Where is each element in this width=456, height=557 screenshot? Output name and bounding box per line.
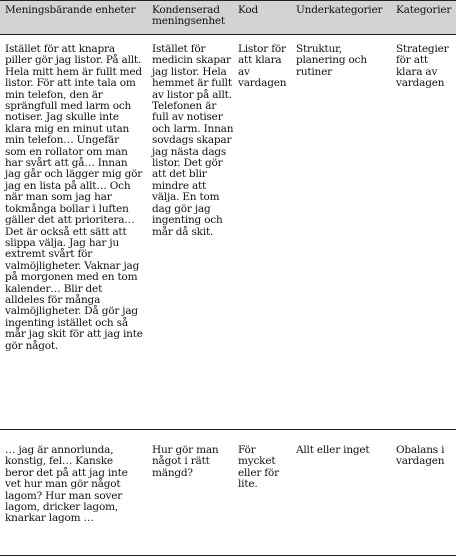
row1-underkategori: Struktur, planering och rutiner bbox=[296, 43, 367, 78]
header-kondenserad: Kondenserad meningsenhet bbox=[152, 4, 225, 28]
row-divider bbox=[0, 429, 456, 430]
row2-underkategori: Allt eller inget bbox=[296, 444, 370, 456]
row1-meningsbarande: Istället för att knapra piller gör jag listor. På allt. Hela mitt hem är fullt med listor. För att inte tala om min telefon, den är sprängfull med larm och notiser. Jag skulle inte klara mig en minut utan min telefon… Ungefär som en rollator om man har svårt att gå… Innan jag går och lägger mig gör jag en lista på allt… Och när man som jag har tokmånga bollar i luften gäller det att prioritera… Det är också ett sätt att slippa välja. Jag har ju extremt svårt för valmöjligheter. Vaknar jag på morgonen med en tom kalender… Blir det alldeles för många valmöjligheter. Då gör jag ingenting istället och så mår jag skit för att jag inte gör något. bbox=[5, 43, 143, 352]
row1-kategori: Strategier för att klara av vardagen bbox=[396, 43, 449, 90]
header-underkategorier: Underkategorier bbox=[296, 4, 383, 16]
table-header bbox=[0, 0, 456, 35]
header-kategorier: Kategorier bbox=[396, 4, 452, 16]
row1-kondenserad: Istället för medicin skapar jag listor. Hela hemmet är fullt av listor på allt. Telefonen är full av notiser och larm. Innan sovdags skapar jag nästa dags listor. Det gör att det blir mindre att välja. En tom dag gör jag ingenting och mår då skit. bbox=[152, 43, 234, 238]
header-kod: Kod bbox=[238, 4, 259, 16]
table-bottom-border bbox=[0, 555, 456, 556]
row1-kod: Listor för att klara av vardagen bbox=[238, 43, 287, 90]
row2-kondenserad: Hur gör man något i rätt mängd? bbox=[152, 444, 219, 479]
row2-meningsbarande: … jag är annorlunda, konstig, fel… Kanske beror det på att jag inte vet hur man gör något lagom? Hur man sover lagom, dricker lagom, knarkar lagom … bbox=[5, 444, 128, 525]
header-meningsbarande: Meningsbärande enheter bbox=[5, 4, 136, 16]
row2-kod: För mycket eller för lite. bbox=[238, 444, 279, 491]
row2-kategori: Obalans i vardagen bbox=[396, 444, 445, 468]
